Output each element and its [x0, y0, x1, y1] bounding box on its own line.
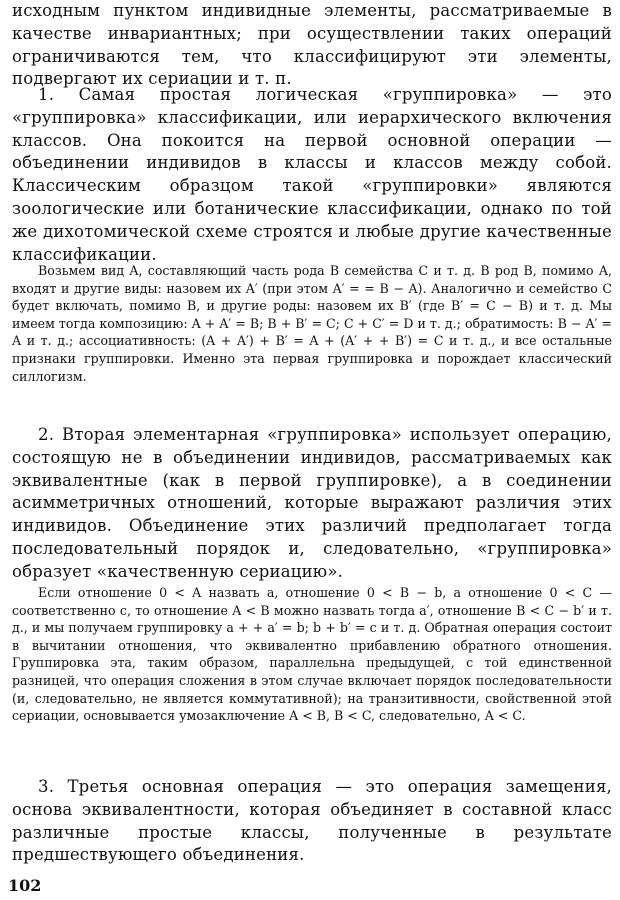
section-1-paragraph: 1. Самая простая логическая «группировка» — это «группировка» классификации, или иерархического включения классов. Она покоится на первой основной операции — объединении индивидов в классы и классов между собой. Классическим образцом такой «группировки» являются зоологические или ботанические классификации, однако по той же дихотомической схеме строятся и любые другие качественные классификации.: [12, 85, 612, 264]
note-2-paragraph: Если отношение 0 < A назвать a, отношение 0 < B − b, а отношение 0 < C — соответственно c, то отношение A < B можно назвать тогда a′, отношение B < C − b′ и т. д., и мы получаем группировку a + + a′ = b; b + b′ = c и т. д. Обратная операция состоит в вычитании отношения, что эквивалентно прибавлению обратного отношения. Группировка эта, таким образом, параллельна предыдущей, с той единственной разницей, что операция сложения в этом случае включает порядок последовательности (и, следовательно, не является коммутативной); на транзитивности, свойственной этой сериации, основывается умозаключение A < B, B < C, следовательно, A < C.: [12, 585, 612, 724]
intro-paragraph: исходным пунктом индивидные элементы, рассматриваемые в качестве инвариантных; при осуществлении таких операций ограничиваются тем, что классифицируют эти элементы, подвергают их сериации и т. п.: [12, 1, 612, 89]
page-number: 102: [8, 876, 42, 895]
section-2-paragraph: 2. Вторая элементарная «группировка» использует операцию, состоящую не в объединении индивидов, рассматриваемых как эквивалентные (как в первой группировке), а в соединении асимметричных отношений, которые выражают различия этих индивидов. Объединение этих различий предполагает тогда последовательный порядок и, следовательно, «группировка» образует «качественную сериацию».: [12, 425, 612, 581]
note-1-paragraph: Возьмем вид A, составляющий часть рода B семейства C и т. д. В род B, помимо A, входят и другие виды: назовем их A′ (при этом A′ = = B − A). Аналогично и семейство C будет включать, помимо B, и другие роды: назовем их B′ (где B′ = C − B) и т. д. Мы имеем тогда композицию: A + A′ = B; B + B′ = C; C + C′ = D и т. д.; обратимость: B − A′ = A и т. д.; ассоциативность: (A + A′) + B′ = A + (A′ + + B′) = C и т. д., и все остальные признаки группировки. Именно эта первая группировка и порождает классический силлогизм.: [12, 263, 612, 384]
section-3-paragraph: 3. Третья основная операция — это операция замещения, основа эквивалентности, которая объединяет в составной класс различные простые классы, полученные в результате предшествующего объединения.: [12, 777, 612, 865]
